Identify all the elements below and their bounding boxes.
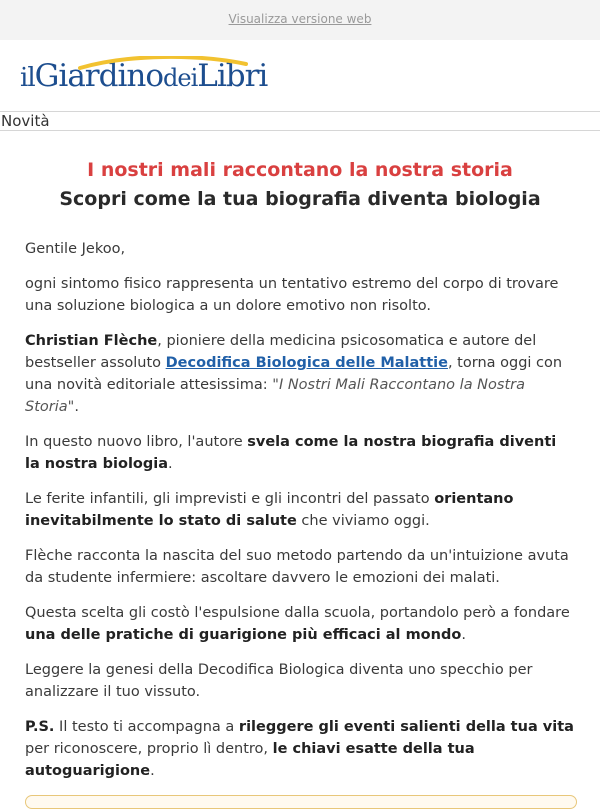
p3-bold: svela come la nostra biografia diventi la nostra biologia	[25, 434, 557, 472]
p6-text-a: Questa scelta gli costò l'espulsione dalla scuola, portandolo però a fondare	[25, 605, 570, 621]
email-body	[25, 238, 575, 795]
paragraph-6	[25, 602, 575, 646]
ps-bold-a: rileggere gli eventi salienti della tua vita	[238, 719, 574, 735]
logo-word-libri: Libri	[197, 58, 268, 94]
book-link[interactable]: Decodifica Biologica delle Malattie	[165, 355, 448, 371]
paragraph-7: Leggere la genesi della Decodifica Biologica diventa uno specchio per analizzare il tuo vissuto.	[25, 662, 533, 700]
headline-title: I nostri mali raccontano la nostra storia	[87, 159, 513, 181]
p6-bold: una delle pratiche di guarigione più efficaci al mondo	[25, 627, 462, 643]
top-bar	[0, 0, 600, 40]
site-logo[interactable]	[20, 58, 267, 98]
ps-label: P.S.	[25, 719, 55, 735]
new-book-title: "I Nostri Mali Raccontano la Nostra Storia"	[25, 377, 525, 415]
paragraph-5: Flèche racconta la nascita del suo metodo partendo da un'intuizione avuta da studente infermiere: ascoltare davvero le emozioni dei malati.	[25, 548, 569, 586]
nav-bar	[0, 111, 600, 131]
p4-bold: orientano inevitabilmente lo stato di salute	[25, 491, 514, 529]
ps-text-a: Il testo ti accompagna a	[54, 719, 239, 735]
paragraph-4	[25, 488, 575, 532]
p4-text-a: Le ferite infantili, gli imprevisti e gli incontri del passato	[25, 491, 435, 507]
nav-novita-link[interactable]: Novità	[1, 112, 50, 130]
p4-end: che viviamo oggi.	[296, 513, 430, 529]
logo-swoosh-icon	[78, 56, 248, 70]
paragraph-2	[25, 330, 575, 418]
p3-text-a: In questo nuovo libro, l'autore	[25, 434, 248, 450]
ps-end: .	[150, 763, 155, 779]
logo-word-dei: dei	[163, 64, 198, 92]
p6-end: .	[461, 627, 466, 643]
paragraph-1: ogni sintomo fisico rappresenta un tentativo estremo del corpo di trovare una soluzione biologica a un dolore emotivo non risolto.	[25, 276, 559, 314]
p2-text-b: , torna oggi con una novità editoriale attesissima:	[25, 355, 563, 393]
postscript	[25, 716, 575, 782]
paragraph-3	[25, 431, 575, 475]
view-web-version-link[interactable]: Visualizza versione web	[228, 12, 372, 26]
greeting: Gentile Jekoo,	[25, 241, 126, 257]
author-name: Christian Flèche	[25, 333, 158, 349]
ps-text-b: per riconoscere, proprio lì dentro,	[25, 741, 273, 757]
p2-end: .	[74, 399, 79, 415]
headline-subtitle: Scopri come la tua biografia diventa biologia	[59, 188, 541, 210]
cta-box-edge	[25, 795, 577, 809]
p3-end: .	[168, 456, 173, 472]
p2-text-a: , pioniere della medicina psicosomatica e autore del bestseller assoluto	[25, 333, 537, 371]
headline	[0, 157, 600, 212]
logo-word-il: il	[20, 63, 35, 93]
ps-bold-b: le chiavi esatte della tua autoguarigione	[25, 741, 475, 779]
logo-word-giardino: Giardino	[34, 58, 164, 94]
